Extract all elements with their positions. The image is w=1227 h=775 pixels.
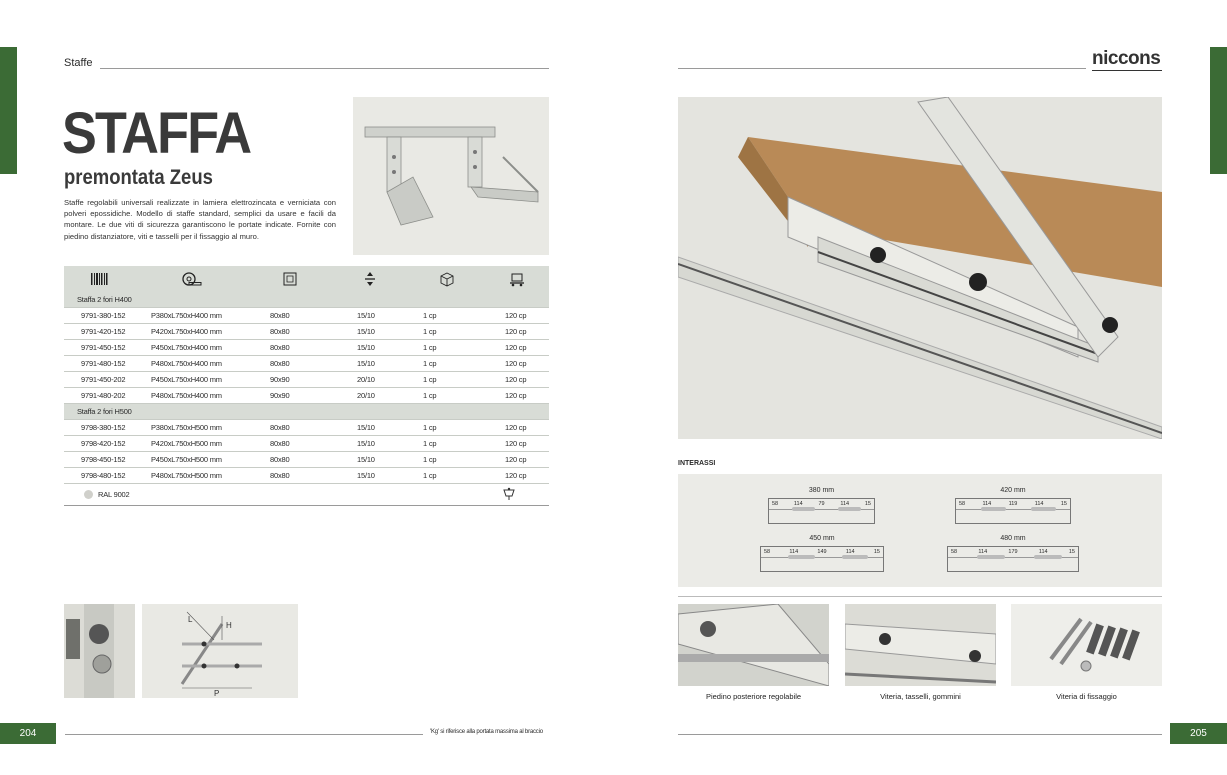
header-rule-right [678,68,1086,69]
table-cell: P480xL750xH500 mm [151,471,222,480]
table-cell: 9791-450-152 [81,343,126,352]
footer-rule-left [65,734,423,735]
slot-hole [981,507,1006,511]
interasse-dim: 114 [845,549,855,555]
page-title: STAFFA [62,101,251,166]
detail-photo-screw [64,604,135,698]
table-cell: 120 cp [505,455,527,464]
table-row [64,324,549,340]
thumb-screws-photo [845,604,996,686]
barcode-icon [64,272,134,286]
interasse-diagram [760,535,884,575]
interasse-diagram [768,487,875,527]
table-cell: 80x80 [270,471,290,480]
slot-hole [838,507,861,511]
thumb-fixing-photo [1011,604,1162,686]
table-cell: 120 cp [505,471,527,480]
interasse-label: 380 mm [808,487,835,494]
table-header [64,266,549,292]
interasse-dim: 15 [864,501,871,507]
interasse-dim: 58 [959,501,966,507]
table-cell: 9791-480-152 [81,359,126,368]
footnote: 'Kg' si riferisce alla portata massima al braccio [430,729,543,735]
table-footer [64,484,549,506]
interassi-panel [678,474,1162,587]
screws-illustration [845,604,996,686]
table-cell: 120 cp [505,423,527,432]
table-cell: 1 cp [423,423,437,432]
interasse-label: 420 mm [1000,487,1026,494]
table-cell: P380xL750xH500 mm [151,423,222,432]
table-group-h400: Staffa 2 fori H400 [64,292,549,308]
table-row [64,308,549,324]
tape-measure-icon [134,272,250,286]
brand-underline [1092,70,1162,71]
table-cell: 15/10 [357,439,375,448]
caption-fixing: Viteria di fissaggio [1056,692,1117,701]
table-cell: 1 cp [423,391,437,400]
table-cell: 90x90 [270,391,290,400]
color-note: RAL 9002 [98,490,130,499]
table-cell: 1 cp [423,327,437,336]
table-cell: 9791-480-202 [81,391,126,400]
table-cell: 80x80 [270,423,290,432]
page-number-left: 204 [0,723,56,744]
product-description: Staffe regolabili universali realizzate in lamiera elettrozincata e verniciata con polveri epossidiche. Modello di staffe standard, semplici da usare e facili da montare. Le due viti di sicurezza garantiscono le portate indicate. Fornite con piedino distanziatore, viti e tasselli per il fissaggio al muro. [64,198,336,241]
interasse-dim: 179 [1008,549,1018,555]
foot-illustration [678,604,829,686]
table-cell: 1 cp [423,311,437,320]
section-profile-icon [250,271,330,287]
color-swatch [84,490,93,499]
table-cell: 80x80 [270,311,290,320]
table-group-h500: Staffa 2 fori H500 [64,404,549,420]
table-cell: 1 cp [423,375,437,384]
table-cell: 120 cp [505,439,527,448]
table-cell: 9798-420-152 [81,439,126,448]
table-cell: 1 cp [423,359,437,368]
table-row [64,372,549,388]
table-cell: 120 cp [505,375,527,384]
interasse-dim: 114 [978,549,988,555]
table-cell: 20/10 [357,375,375,384]
right-edge-tab [1210,47,1227,174]
caption-screws: Viteria, tasselli, gommini [880,692,961,701]
interassi-title: INTERASSI [678,460,716,467]
interasse-dim: 114 [1034,501,1044,507]
table-cell: 120 cp [505,359,527,368]
diagram-label-l: L [188,615,193,624]
interasse-dim: 114 [840,501,850,507]
table-cell: 15/10 [357,455,375,464]
table-cell: 9798-380-152 [81,423,126,432]
footer-rule-right [678,734,1162,735]
table-cell: 80x80 [270,439,290,448]
main-photo-illustration [678,97,1162,439]
page-subtitle: premontata Zeus [64,166,213,189]
slot-hole [792,507,815,511]
interasse-dim: 58 [951,549,958,555]
table-cell: P420xL750xH500 mm [151,439,222,448]
table-cell: 1 cp [423,439,437,448]
interasse-dim: 114 [789,549,799,555]
table-cell: 9798-480-152 [81,471,126,480]
table-row [64,452,549,468]
interasse-diagram [955,487,1071,527]
table-cell: P380xL750xH400 mm [151,311,222,320]
table-cell: 15/10 [357,327,375,336]
table-cell: 120 cp [505,311,527,320]
diagram-label-p: P [214,689,220,698]
interasse-dim: 15 [873,549,880,555]
main-product-photo [678,97,1162,439]
thickness-icon [330,271,410,287]
table-row [64,388,549,404]
table-cell: P420xL750xH400 mm [151,327,222,336]
table-cell: 80x80 [270,343,290,352]
table-cell: P450xL750xH500 mm [151,455,222,464]
table-cell: 1 cp [423,471,437,480]
dimension-diagram [142,604,298,698]
caption-foot: Piedino posteriore regolabile [705,692,802,701]
table-row [64,420,549,436]
slot-hole [1031,507,1056,511]
header-rule-left [100,68,549,69]
table-row [64,468,549,484]
table-row [64,356,549,372]
table-cell: 1 cp [423,455,437,464]
screw-detail-illustration [64,604,135,698]
table-cell: 20/10 [357,391,375,400]
table-cell: 120 cp [505,343,527,352]
interasse-bar [947,546,1079,572]
brand-logo: niccons [1092,48,1161,69]
table-cell: 80x80 [270,327,290,336]
product-photo [353,97,549,255]
table-cell: 15/10 [357,423,375,432]
interasse-label: 480 mm [1000,535,1026,542]
table-cell: 9791-450-202 [81,375,126,384]
dimension-diagram-drawing [142,604,298,698]
load-capacity-icon [484,271,549,287]
bracket-illustration [353,97,549,255]
package-icon [410,271,484,287]
diagram-label-h: H [226,621,232,630]
table-cell: 15/10 [357,359,375,368]
table-cell: 9791-380-152 [81,311,126,320]
table-cell: 120 cp [505,327,527,336]
interasse-dim: 58 [772,501,779,507]
interasse-dim: 114 [1038,549,1048,555]
table-cell: 15/10 [357,343,375,352]
fixing-kit-illustration [1011,604,1162,686]
interasse-diagram [947,535,1079,575]
slot-hole [1034,555,1063,559]
table-cell: P480xL750xH400 mm [151,359,222,368]
table-row [64,436,549,452]
interasse-dim: 114 [982,501,992,507]
table-cell: P450xL750xH400 mm [151,375,222,384]
product-table [64,266,549,506]
interasse-bar [760,546,884,572]
interasse-dim: 149 [817,549,827,555]
table-cell: 80x80 [270,359,290,368]
slot-hole [842,555,869,559]
interasse-label: 450 mm [809,535,835,542]
page-number-right: 205 [1170,723,1227,744]
table-cell: 15/10 [357,311,375,320]
table-cell: 9798-450-152 [81,455,126,464]
table-cell: 15/10 [357,471,375,480]
weight-scale-icon [501,487,517,503]
section-label: Staffe [64,57,93,69]
table-cell: 90x90 [270,375,290,384]
table-cell: 120 cp [505,391,527,400]
table-cell: P450xL750xH400 mm [151,343,222,352]
interasse-dim: 79 [818,501,825,507]
interasse-bar [768,498,875,524]
interasse-dim: 58 [764,549,771,555]
table-cell: P480xL750xH400 mm [151,391,222,400]
table-row [64,340,549,356]
interassi-divider [678,596,1162,597]
interasse-dim: 114 [793,501,803,507]
slot-hole [977,555,1006,559]
interasse-dim: 119 [1008,501,1018,507]
interasse-bar [955,498,1071,524]
table-cell: 1 cp [423,343,437,352]
interasse-dim: 15 [1068,549,1075,555]
thumb-foot-photo [678,604,829,686]
table-cell: 9791-420-152 [81,327,126,336]
interasse-dim: 15 [1060,501,1067,507]
left-edge-tab [0,47,17,174]
table-cell: 80x80 [270,455,290,464]
slot-hole [788,555,815,559]
